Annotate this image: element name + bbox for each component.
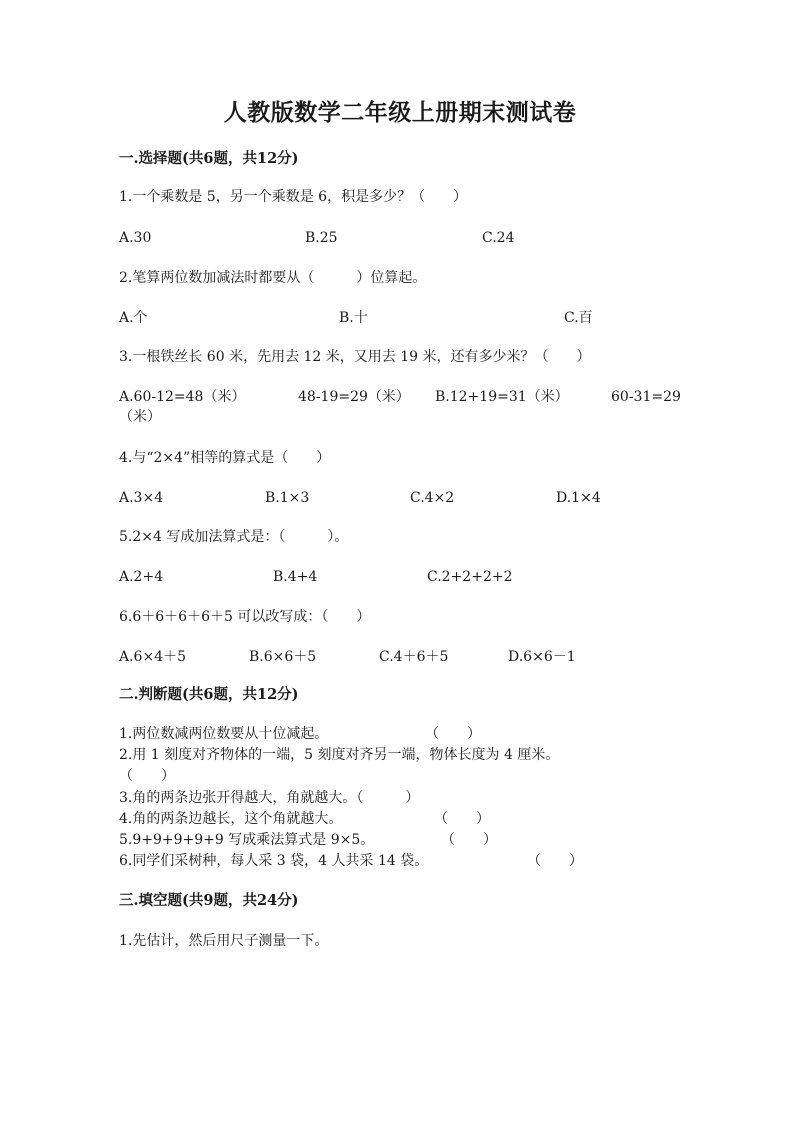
judge-item: 4.角的两条边越长，这个角就越大。: [119, 811, 343, 827]
option: B.6×6＋5: [249, 649, 317, 665]
judge-item: 6.同学们采树种，每人采 3 袋，4 人共采 14 袋。: [119, 853, 429, 869]
option: A.6×4＋5: [119, 649, 187, 665]
answer-bracket: （ ）: [441, 832, 497, 848]
option: A.30: [119, 230, 152, 246]
option: B.十: [339, 310, 368, 326]
option: 60-31=29: [611, 389, 681, 405]
option: C.4＋6＋5: [379, 649, 449, 665]
option: A.60-12=48（米）: [119, 389, 246, 405]
section-heading-choice: 一.选择题(共6题，共12分): [119, 150, 299, 167]
question-stem: 4.与“2×4”相等的算式是（ ）: [119, 450, 331, 466]
option: D.6×6－1: [508, 649, 576, 665]
judge-item: 5.9+9+9+9+9 写成乘法算式是 9×5。: [119, 832, 375, 848]
option: B.4+4: [273, 569, 318, 585]
judge-item: 3.角的两条边张开得越大，角就越大。（ ）: [119, 790, 420, 806]
option: B.1×3: [265, 490, 310, 506]
answer-bracket: （ ）: [119, 768, 175, 784]
answer-bracket: （ ）: [425, 726, 481, 742]
option: C.百: [564, 310, 593, 326]
option: B.25: [305, 230, 338, 246]
question-stem: 5.2×4 写成加法算式是：（ ）。: [119, 529, 349, 545]
option: C.2+2+2+2: [427, 569, 513, 585]
answer-bracket: （ ）: [434, 811, 490, 827]
option: A.个: [119, 310, 148, 326]
question-stem: 3.一根铁丝长 60 米，先用去 12 米，又用去 19 米，还有多少米？（ ）: [119, 349, 591, 365]
section-heading-fill: 三.填空题(共9题，共24分): [119, 892, 299, 909]
exam-title: 人教版数学二年级上册期末测试卷: [223, 99, 577, 126]
option: C.4×2: [410, 490, 455, 506]
option: A.2+4: [119, 569, 164, 585]
judge-item: 2.用 1 刻度对齐物体的一端，5 刻度对齐另一端，物体长度为 4 厘米。: [119, 747, 560, 763]
question-stem: 6.6＋6＋6＋6＋5 可以改写成：（ ）: [119, 609, 371, 625]
answer-bracket: （ ）: [527, 853, 583, 869]
option: C.24: [482, 230, 515, 246]
judge-item: 1.两位数减两位数要从十位减起。: [119, 726, 329, 742]
question-stem: 1.一个乘数是 5，另一个乘数是 6，积是多少？（ ）: [119, 189, 468, 205]
section-heading-judge: 二.判断题(共6题，共12分): [119, 686, 299, 703]
question-stem: 2.笔算两位数加减法时都要从（ ）位算起。: [119, 270, 427, 286]
option: B.12+19=31（米）: [435, 389, 569, 405]
option: 48-19=29（米）: [298, 389, 410, 405]
option: A.3×4: [119, 490, 164, 506]
option-continuation: （米）: [119, 409, 161, 425]
fill-item: 1.先估计，然后用尺子测量一下。: [119, 933, 329, 949]
option: D.1×4: [556, 490, 601, 506]
